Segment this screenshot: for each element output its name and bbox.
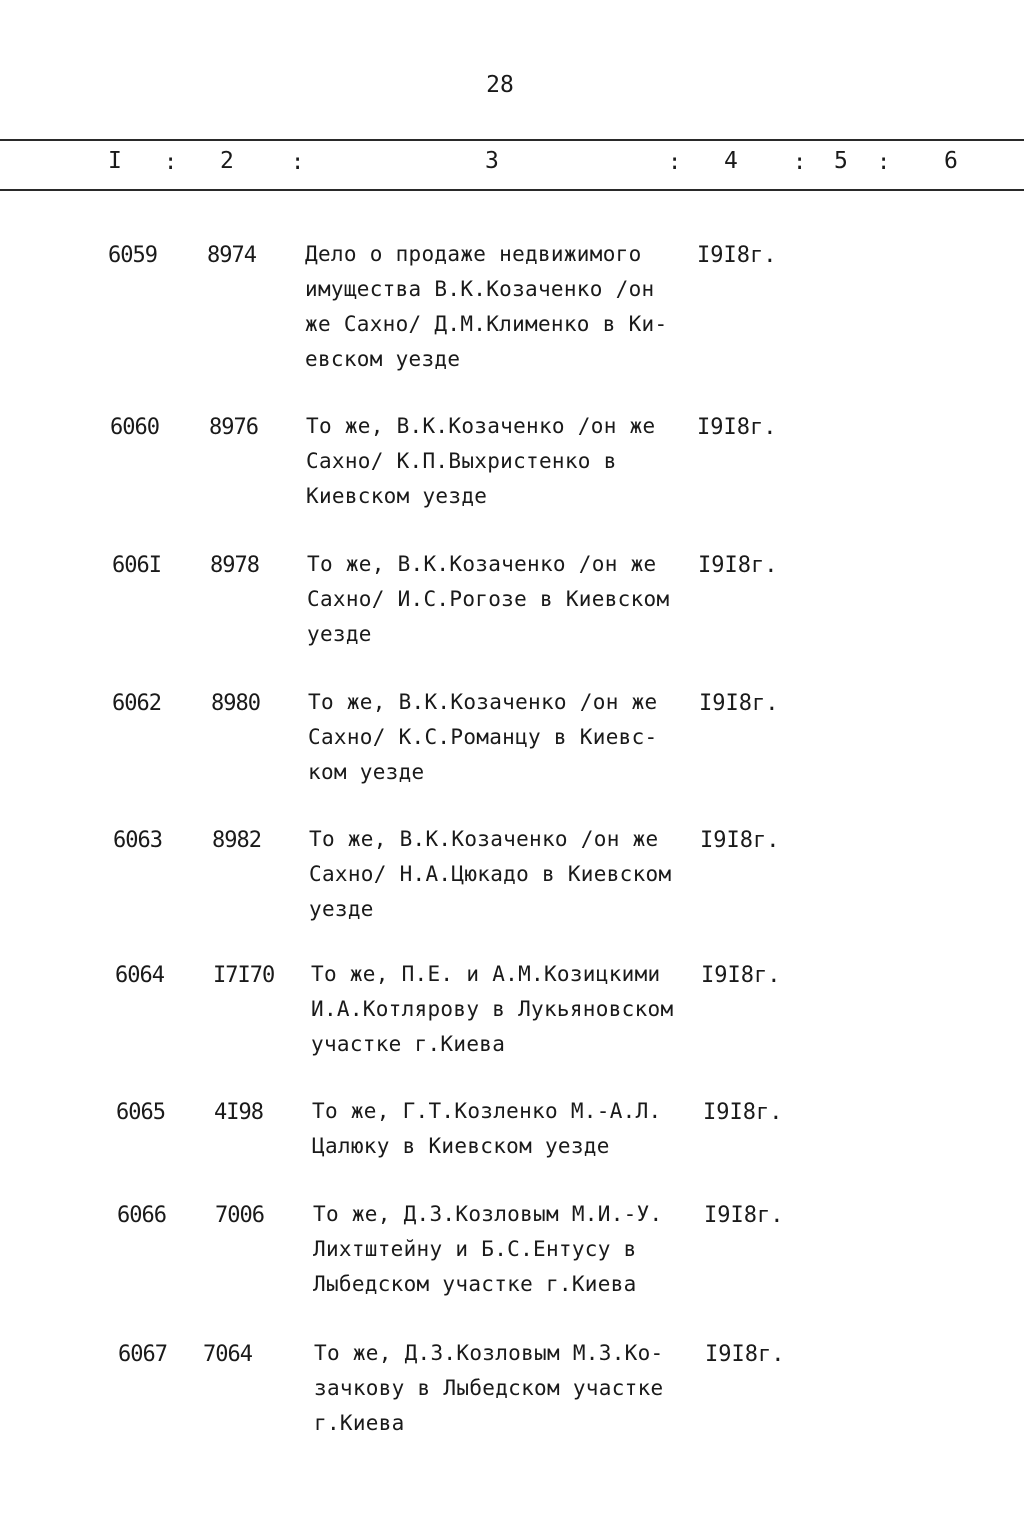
- entry-number: 6063: [113, 828, 162, 853]
- entry-number: 6064: [115, 963, 164, 988]
- entry-description: То же, В.К.Козаченко /он же Сахно/ К.С.Романцу в Киевс- ком уезде: [308, 690, 658, 784]
- entry-number: 6065: [116, 1100, 165, 1125]
- entry-description: То же, Д.З.Козловым М.З.Ко- зачкову в Лыбедском участке г.Киева: [314, 1341, 664, 1435]
- old-number: 8982: [212, 828, 261, 853]
- entry-description: То же, В.К.Козаченко /он же Сахно/ Н.А.Цюкадо в Киевском уезде: [309, 827, 672, 921]
- old-number: 7006: [215, 1203, 264, 1228]
- column-separator: :: [668, 150, 682, 175]
- column-separator: :: [877, 150, 891, 175]
- entry-year: I9I8г.: [705, 1342, 785, 1367]
- entry-description: То же, Г.Т.Козленко М.-А.Л. Цалюку в Киевском уезде: [312, 1099, 662, 1158]
- header-rule-bottom: [0, 189, 1024, 191]
- entry-year: I9I8г.: [704, 1203, 784, 1228]
- entry-description: То же, В.К.Козаченко /он же Сахно/ К.П.Выхристенко в Киевском уезде: [306, 414, 656, 508]
- old-number: 8980: [211, 691, 260, 716]
- inventory-entry: [0, 553, 1024, 673]
- entry-description: То же, Д.З.Козловым М.И.-У. Лихтштейну и Б.С.Ентусу в Лыбедском участке г.Киева: [313, 1202, 663, 1296]
- entry-description: То же, В.К.Козаченко /он же Сахно/ И.С.Рогозе в Киевском уезде: [307, 552, 670, 646]
- entry-description: Дело о продаже недвижимого имущества В.К.Козаченко /он же Сахно/ Д.М.Клименко в Ки- евском уезде: [305, 242, 668, 371]
- column-header-4: 4: [724, 148, 738, 174]
- column-header-5: 5: [834, 148, 848, 174]
- old-number: 8976: [209, 415, 258, 440]
- column-separator: :: [793, 150, 807, 175]
- entry-number: 6062: [112, 691, 161, 716]
- old-number: 4I98: [214, 1100, 263, 1125]
- column-header-6: 6: [944, 148, 958, 174]
- inventory-entry: [0, 1342, 1024, 1462]
- entry-number: 606I: [112, 553, 161, 578]
- entry-year: I9I8г.: [700, 828, 780, 853]
- old-number: I7I70: [213, 963, 275, 988]
- entry-year: I9I8г.: [697, 243, 777, 268]
- inventory-entry: [0, 828, 1024, 948]
- column-header-3: 3: [485, 148, 499, 174]
- header-rule-top: [0, 139, 1024, 141]
- column-header-2: 2: [220, 148, 234, 174]
- inventory-entry: [0, 963, 1024, 1083]
- column-separator: :: [164, 150, 178, 175]
- entry-number: 6066: [117, 1203, 166, 1228]
- entry-description: То же, П.Е. и А.М.Козицкими И.А.Котлярову в Лукьяновском участке г.Киева: [311, 962, 674, 1056]
- entry-number: 6059: [108, 243, 157, 268]
- page-number: 28: [486, 72, 514, 98]
- entry-number: 6060: [110, 415, 159, 440]
- inventory-entry: [0, 1203, 1024, 1323]
- old-number: 8978: [210, 553, 259, 578]
- entry-year: I9I8г.: [699, 691, 779, 716]
- entry-year: I9I8г.: [701, 963, 781, 988]
- entry-number: 6067: [118, 1342, 167, 1367]
- column-header-1: I: [108, 148, 122, 174]
- inventory-entry: [0, 691, 1024, 811]
- entry-year: I9I8г.: [703, 1100, 783, 1125]
- inventory-entry: [0, 415, 1024, 535]
- inventory-entry: [0, 242, 1024, 371]
- column-separator: :: [291, 150, 305, 175]
- old-number: 7064: [203, 1342, 252, 1367]
- entry-year: I9I8г.: [698, 553, 778, 578]
- entry-year: I9I8г.: [697, 415, 777, 440]
- old-number: 8974: [207, 243, 256, 268]
